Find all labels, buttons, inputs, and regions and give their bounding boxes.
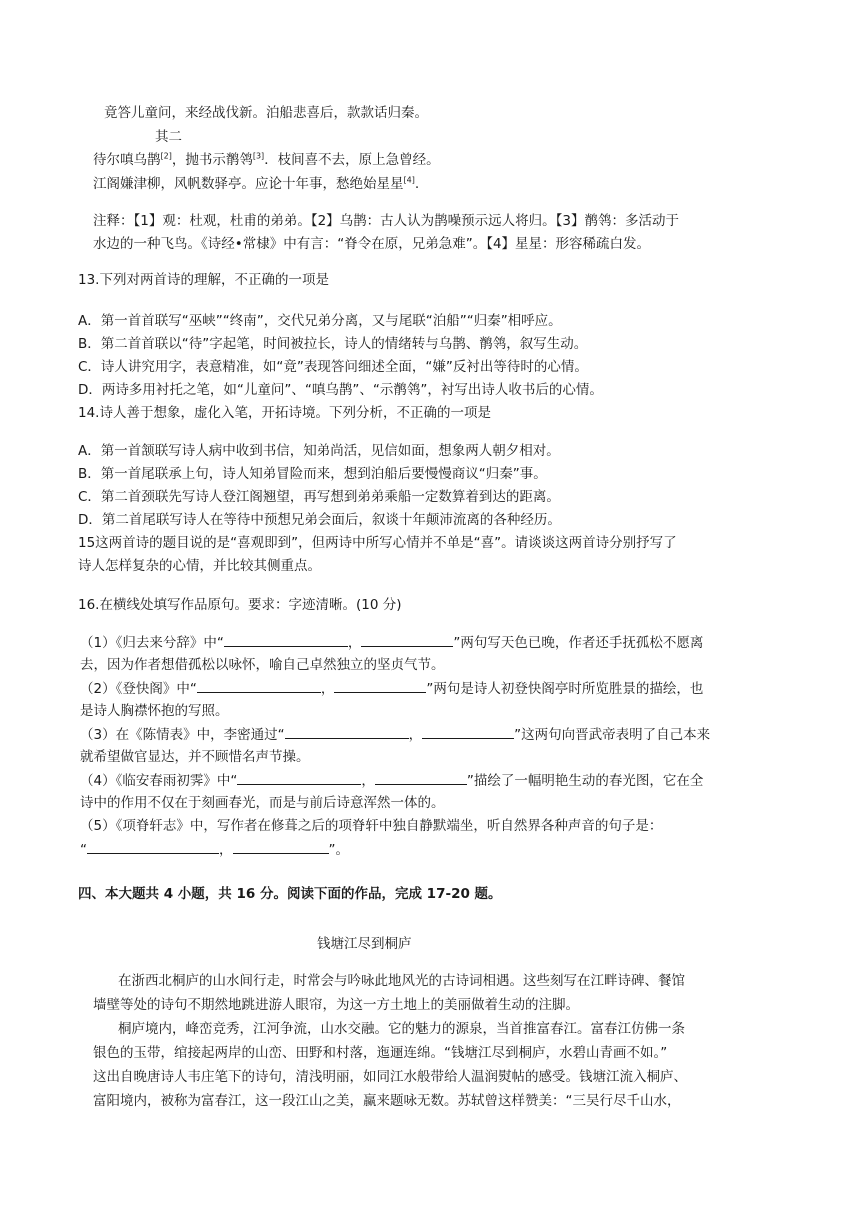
q16-item-5-line-1: （5）《项脊轩志》中，写作者在修葺之后的项脊轩中独自静默端坐，听自然界各种声音的句子是：: [80, 818, 663, 834]
q16-item-2-line-1: [80, 678, 703, 699]
q16-item-4-prefix: （4）《临安春雨初霁》中“: [80, 773, 238, 789]
q14-option-a: A．第一首颔联写诗人病中收到书信，知弟尚活，见信如面，想象两人朝夕相对。: [78, 443, 560, 459]
q14-stem: 14.诗人善于想象，虚化入笔，开拓诗境。下列分析，不正确的一项是: [78, 405, 491, 421]
poem2-line1-part-a: 待尔嗔乌鹊: [93, 152, 161, 168]
poem2-line2-part-b: .: [414, 176, 420, 192]
comma: ，: [320, 681, 335, 697]
q13-option-c: C．诗人讲究用字，表意精准，如“竟”表现答问细述全面，“嫌”反衬出等待时的心情。: [78, 359, 588, 375]
footnote-marker-3: [3]: [252, 151, 265, 161]
poem1-last-line: 竟答儿童问，来经战伐新。泊船悲喜后，款款话归秦。: [104, 105, 428, 121]
q13-option-d: D．两诗多用衬托之笔，如“儿童问”、“嗔乌鹊”、“示鹡鸰”，衬写出诗人收书后的心情。: [78, 382, 603, 398]
essay-paragraph-2-line-3: 这出自晚唐诗人韦庄笔下的诗句，清浅明丽，如同江水般带给人温润熨帖的感受。钱塘江流入桐庐、: [93, 1069, 687, 1085]
essay-paragraph-2-line-1: 桐庐境内，峰峦竞秀，江河争流，山水交融。它的魅力的源泉，当首推富春江。富春江仿佛一条: [118, 1021, 685, 1037]
q16-item-4-suffix: ”描绘了一幅明艳生动的春光图，它在全: [466, 773, 704, 789]
q16-stem: 16.在横线处填写作品原句。要求：字迹清晰。(10 分): [78, 597, 402, 613]
essay-paragraph-1-line-2: 墙壁等处的诗句不期然地跳进游人眼帘，为这一方土地上的美丽做着生动的注脚。: [93, 997, 579, 1013]
essay-paragraph-2-line-2: 银色的玉带，绾接起两岸的山峦、田野和村落，迤逦连绵。“钱塘江尽到桐庐，水碧山青画不如。”: [93, 1045, 668, 1061]
comma: ，: [361, 773, 375, 789]
close-quote: ”。: [328, 842, 349, 858]
q16-item-4-line-1: [80, 770, 703, 791]
q16-item-2-suffix: ”两句是诗人初登快阁亭时所览胜景的描绘，也: [426, 681, 704, 697]
comma: ，: [347, 635, 362, 651]
poem2-line1-part-b: ，抛书示鹡鸰: [171, 152, 253, 168]
q16-item-3-prefix: （3）在《陈情表》中，李密通过“: [80, 727, 285, 743]
q16-item-5-line-2: [80, 839, 349, 860]
answer-blank[interactable]: [361, 632, 453, 647]
q13-option-b: B．第二首首联以“待”字起笔，时间被拉长，诗人的情绪转与乌鹊、鹡鸰，叙写生动。: [78, 336, 588, 352]
answer-blank[interactable]: [334, 678, 426, 693]
answer-blank[interactable]: [197, 678, 321, 693]
section-4-header: 四、本大题共 4 小题，共 16 分。阅读下面的作品，完成 17-20 题。: [78, 886, 502, 902]
q16-item-3-line-1: [80, 724, 710, 745]
q16-item-3-suffix: ”这两句向晋武帝表明了自己本来: [514, 727, 711, 743]
answer-blank[interactable]: [87, 839, 219, 854]
q16-item-4-line-2: 诗中的作用不仅在于刻画春光，而是与前后诗意浑然一体的。: [80, 795, 445, 811]
q16-item-1-suffix: ”两句写天色已晚，作者还手抚孤松不愿离: [453, 635, 704, 651]
comma: ，: [408, 727, 423, 743]
q14-option-d: D．第二首尾联写诗人在等待中预想兄弟会面后，叙谈十年颠沛流离的各种经历。: [78, 512, 561, 528]
notes-line-1: 注释：【1】观：杜观，杜甫的弟弟。【2】乌鹊：古人认为鹊噪预示远人将归。【3】鹡鸰：多活动于: [93, 213, 680, 229]
poem2-line1: [93, 150, 440, 170]
open-quote: “: [80, 842, 87, 858]
essay-paragraph-2-line-4: 富阳境内，被称为富春江，这一段江山之美，赢来题咏无数。苏轼曾这样赞美：“三吴行尽千山水，: [93, 1093, 681, 1109]
poem2-line2-part-a: 江阁嫌津柳，风帆数驿亭。应论十年事，愁绝始星星: [93, 176, 404, 192]
notes-line-2: 水边的一种飞鸟。《诗经•常棣》中有言：“脊令在原，兄弟急难”。【4】星星：形容稀疏白发。: [93, 236, 651, 252]
q16-item-1-line-1: [80, 632, 703, 653]
q16-item-2-line-2: 是诗人胸襟怀抱的写照。: [80, 703, 229, 719]
answer-blank[interactable]: [375, 770, 467, 785]
q14-option-b: B．第一首尾联承上句，诗人知弟冒险而来，想到泊船后要慢慢商议“归秦”事。: [78, 466, 547, 482]
q13-option-a: A．第一首首联写“巫峡”“终南”，交代兄弟分离，又与尾联“泊船”“归秦”相呼应。: [78, 313, 562, 329]
answer-blank[interactable]: [422, 724, 514, 739]
q16-item-1-prefix: （1）《归去来兮辞》中“: [80, 635, 224, 651]
answer-blank[interactable]: [224, 632, 348, 647]
q15-line-2: 诗人怎样复杂的心情，并比较其侧重点。: [78, 558, 321, 574]
footnote-marker-4: [4]: [403, 175, 415, 185]
answer-blank[interactable]: [237, 770, 361, 785]
q13-stem: 13.下列对两首诗的理解，不正确的一项是: [78, 272, 329, 288]
poem2-line2: [93, 174, 419, 194]
q16-item-1-line-2: 去，因为作者想借孤松以咏怀，喻自己卓然独立的坚贞气节。: [80, 657, 445, 673]
q16-item-2-prefix: （2）《登快阁》中“: [80, 681, 197, 697]
answer-blank[interactable]: [233, 839, 329, 854]
essay-paragraph-1-line-1: 在浙西北桐庐的山水间行走，时常会与吟咏此地风光的古诗词相遇。这些刻写在江畔诗碑、餐馆: [118, 973, 685, 989]
comma: ，: [219, 842, 233, 858]
q14-option-c: C．第二首颈联先写诗人登江阁翘望，再写想到弟弟乘船一定数算着到达的距离。: [78, 489, 560, 505]
q16-item-3-line-2: 就希望做官显达，并不顾惜名声节操。: [80, 749, 310, 765]
poem2-title: 其二: [155, 129, 182, 145]
poem2-line1-part-c: ．枝间喜不去，原上急曾经。: [264, 152, 440, 168]
answer-blank[interactable]: [285, 724, 409, 739]
q15-line-1: 15这两首诗的题目说的是“喜观即到”，但两诗中所写心情并不单是“喜”。请谈谈这两首诗分别抒写了: [78, 535, 677, 551]
essay-title: 钱塘江尽到桐庐: [317, 936, 412, 952]
footnote-marker-2: [2]: [160, 151, 172, 161]
